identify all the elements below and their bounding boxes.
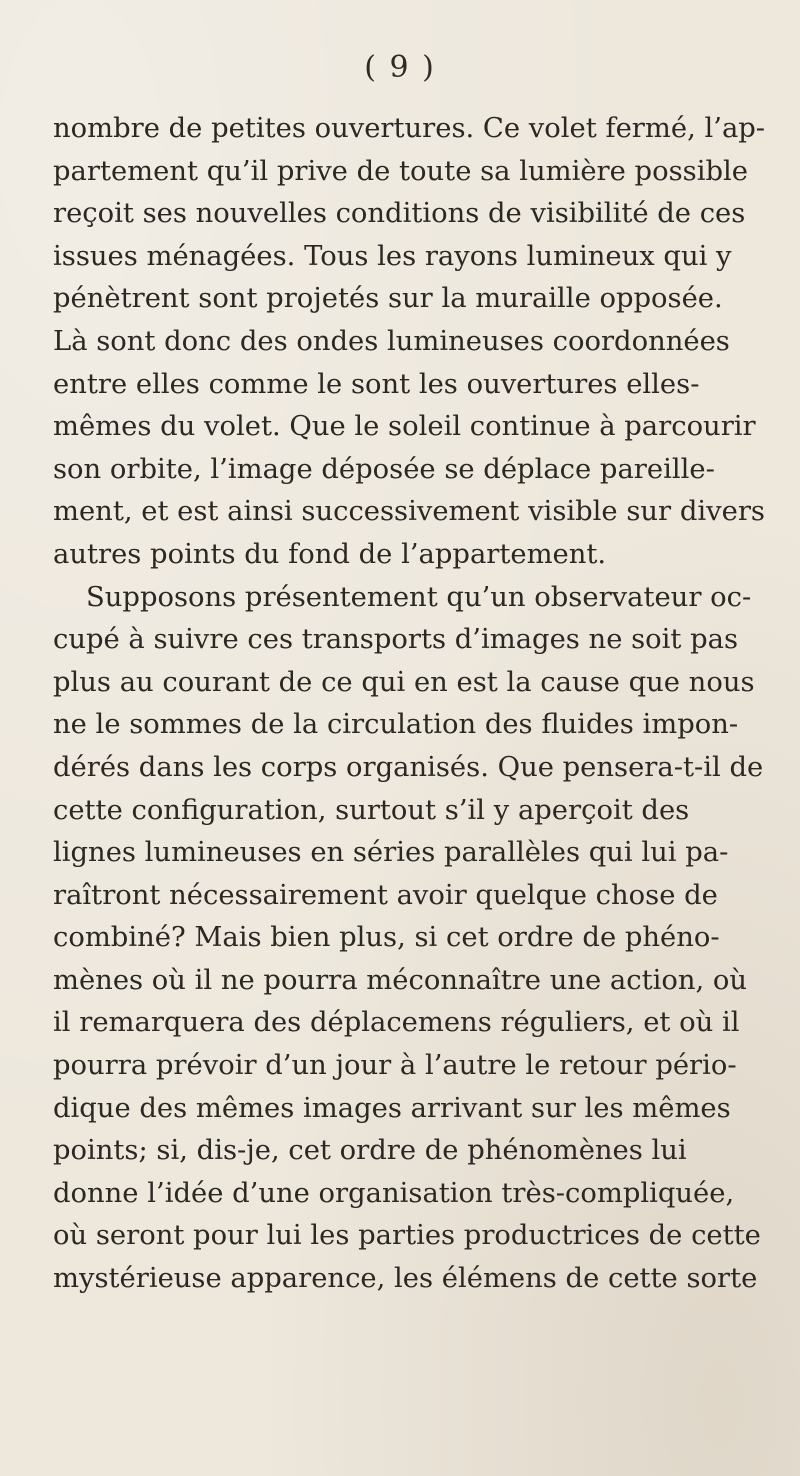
text-line: autres points du fond de l’appartement. (53, 538, 607, 570)
text-line: Là sont donc des ondes lumineuses coordonnées (53, 325, 730, 357)
text-line: ment, et est ainsi successivement visible sur divers (53, 496, 765, 528)
text-line: combiné? Mais bien plus, si cet ordre de phéno- (53, 922, 720, 954)
text-line: mènes où il ne pourra méconnaître une action, où (53, 964, 748, 996)
text-line: lignes lumineuses en séries parallèles qui lui pa- (53, 837, 729, 869)
text-line: où seront pour lui les parties productrices de cette (53, 1220, 761, 1252)
text-line: donne l’idée d’une organisation très-compliquée, (53, 1177, 735, 1209)
text-line: nombre de petites ouvertures. Ce volet fermé, l’ap- (53, 113, 766, 144)
text-line: dérés dans les corps organisés. Que pensera-t-il de (53, 751, 764, 783)
text-line: mêmes du volet. Que le soleil continue à parcourir (53, 411, 756, 443)
text-line: reçoit ses nouvelles conditions de visibilité de ces (53, 198, 746, 230)
body-text (53, 108, 793, 1301)
text-line: points; si, dis-je, cet ordre de phénomènes lui (53, 1135, 687, 1167)
text-line: cette configuration, surtout s’il y aperçoit des (53, 794, 690, 826)
text-line: mystérieuse apparence, les élémens de cette sorte (53, 1263, 758, 1295)
text-line: dique des mêmes images arrivant sur les mêmes (53, 1092, 731, 1124)
text-line: pénètrent sont projetés sur la muraille opposée. (53, 283, 723, 315)
text-line: cupé à suivre ces transports d’images ne soit pas (53, 624, 739, 656)
text-line: partement qu’il prive de toute sa lumière possible (53, 155, 748, 187)
page-number: ( 9 ) (364, 50, 436, 85)
text-line: pourra prévoir d’un jour à l’autre le retour pério- (53, 1050, 737, 1082)
text-line: son orbite, l’image déposée se déplace pareille- (53, 453, 715, 485)
text-line: ne le sommes de la circulation des fluides impon- (53, 709, 739, 741)
text-line: plus au courant de ce qui en est la cause que nous (53, 666, 755, 698)
text-line: issues ménagées. Tous les rayons lumineux qui y (53, 240, 732, 272)
paragraph-start-line: Supposons présentement qu’un observateur oc- (86, 581, 752, 613)
text-line: raîtront nécessairement avoir quelque chose de (53, 879, 718, 911)
text-line: entre elles comme le sont les ouvertures elles- (53, 368, 700, 400)
text-line: il remarquera des déplacemens réguliers, et où il (53, 1007, 740, 1039)
